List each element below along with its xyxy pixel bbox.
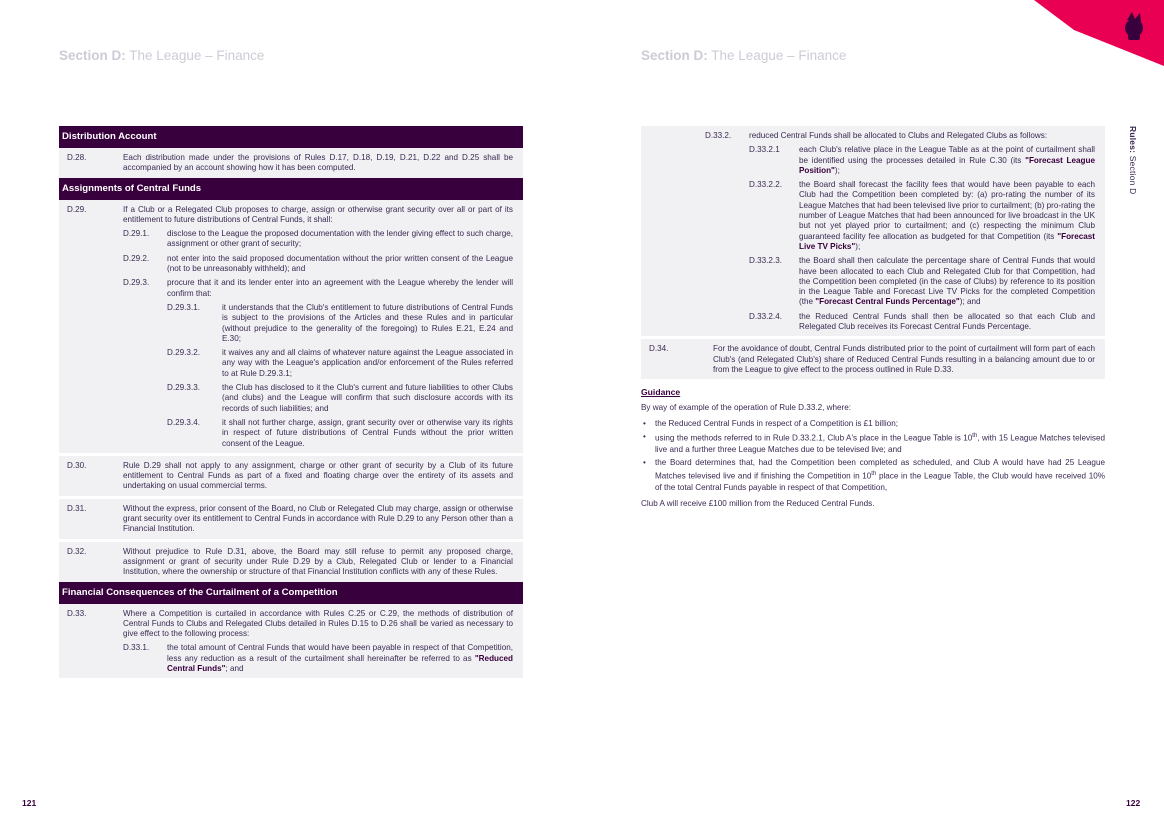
list-item: • the Reduced Central Funds in respect of a Competition is £1 billion; xyxy=(641,418,1105,429)
rule-d28: D.28. Each distribution made under the provisions of Rules D.17, D.18, D.19, D.21, D.22 and D.25 shall be accompanied by an account showing how it has been computed. xyxy=(67,153,513,173)
rule-d33-2-2: D.33.2.2. the Board shall forecast the facility fees that would have been payable to each Club had the Competition been completed by: (a) pro-rating the number of its League Matches that had been televised live prior to curtailment; (b) pro-rating the number of League Matches that had been announced for live broadcast in the UK but not yet played prior to curtailment; and (c) respecting the minimum Club guaranteed facility fee allocation as budgeted for that Competition (its "Forecast Live TV Picks"); xyxy=(749,180,1095,251)
rule-d29-3-3: D.29.3.3. the Club has disclosed to it the Club's current and future liabilities to other Clubs (and clubs) and the League will confirm that such disclosure accords with its records of such liabilities; and xyxy=(167,383,513,413)
rule-d29-2: D.29.2. not enter into the said proposed documentation without the prior written consent of the League (not to be unreasonably withheld); and xyxy=(123,253,513,274)
brand-corner-graphic xyxy=(1014,0,1164,70)
rule-d33-2-1: D.33.2.1 each Club's relative place in the League Table as at the point of curtailment shall be identified using the processes detailed in Rule C.30 (its "Forecast League Position"); xyxy=(749,145,1095,175)
guidance-intro: By way of example of the operation of Rule D.33.2, where: xyxy=(641,403,852,413)
guidance-outro: Club A will receive £100 million from the Reduced Central Funds. xyxy=(641,499,875,509)
guidance-list xyxy=(641,418,1105,494)
list-item: • using the methods referred to in Rule D.33.2.1, Club A's place in the League Table is 10th, with 15 League Matches televised live and a further three League Matches due to be televised live; and xyxy=(641,431,1105,456)
section-title-right: Section D: The League – Finance xyxy=(641,48,847,63)
list-item: • the Board determines that, had the Competition been completed as scheduled, and Club A would have had 25 League Matches televised live and if finishing the Competition in 10th place in the League Table, the Club would have received 10% of the total Central Funds payable in respect of that Competition, xyxy=(641,457,1105,493)
rule-d29-3-4: D.29.3.4. it shall not further charge, assign, grant security over or otherwise vary its rights in respect of future distributions of Central Funds without the prior written consent of the League. xyxy=(167,417,513,448)
rule-d29-1: D.29.1. disclose to the League the proposed documentation with the lender giving effect to such charge, assignment or other grant of security; xyxy=(123,229,513,249)
rule-d30: D.30. Rule D.29 shall not apply to any assignment, charge or other grant of security by a Club of its future entitlement to Central Funds as part of a fixed and floating charge over the entirety of its assets and undertaking on usual commercial terms. xyxy=(59,453,523,496)
rule-d32: D.32. Without prejudice to Rule D.31, above, the Board may still refuse to permit any proposed charge, assignment or grant of security under Rule D.29 by a Club, Relegated Club or lender to a Financial Institution, where the ownership or structure of that Financial Institution conflicts with any of these Rules. xyxy=(59,539,523,582)
rule-d33-2-4: D.33.2.4. the Reduced Central Funds shall then be allocated so that each Club and Relegated Club receives its Forecast Central Funds Percentage. xyxy=(749,311,1095,332)
page-number-left: 121 xyxy=(22,798,37,808)
section-heading: Assignments of Central Funds xyxy=(59,178,523,200)
rule-d33-1: D.33.1. the total amount of Central Funds that would have been payable in respect of that Competition, less any reduction as a result of the curtailment shall hereinafter be referred to as "Reduced Central Funds"; and xyxy=(123,643,513,673)
rule-d34: D.34. For the avoidance of doubt, Central Funds distributed prior to the point of curtailment will form part of each Club's (and Relegated Club's) share of Reduced Central Funds resulting in a balancing amount due to or from the League to give effect to the process outlined in Rule D.33. xyxy=(641,336,1105,379)
left-column xyxy=(59,126,523,678)
rule-d29-3-2: D.29.3.2. it waives any and all claims of whatever nature against the League associated in any way with the League's application and/or enforcement of the Rules referred to at Rule D.29.3.1; xyxy=(167,348,513,378)
page-number-right: 122 xyxy=(1126,798,1141,808)
rule-d31: D.31. Without the express, prior consent of the Board, no Club or Relegated Club may charge, assign or otherwise grant security over its entitlement to Central Funds in accordance with Rule D.29 to any Person other than a Financial Institution. xyxy=(59,496,523,539)
rule-d33-2-3: D.33.2.3. the Board shall then calculate the percentage share of Central Funds that would have been allocated to each Club and Relegated Club for that Competition, had the Competition been completed (in the case of Clubs) by reference to its position in the League Table and Forecast Live TV Picks for the completed Competition (the "Forecast Central Funds Percentage"); and xyxy=(749,256,1095,307)
rule-d33-2: D.33.2. reduced Central Funds shall be allocated to Clubs and Relegated Clubs as follows: D.33.2.1 each Club's relative place in the League Table as at the point of curtailment shall be identified using the processes detailed in Rule C.30 (its "Forecast League Position"); D.33.2.2. the Board shall forecast the facility fees that would have been payable to each Club had the Competition been completed by: (a) pro-rating the number of its League Matches that had been televised live prior to curtailment; (b) pro-rating the number of League Matches that had been announced for live broadcast in the UK but not yet played prior to curtailment; and (c) respecting the minimum Club guaranteed facility fee allocation as budgeted for that Competition (its "Forecast Live TV Picks"); D.33.2.3. the Board shall then calculate the percentage share of Central Funds that would have been allocated to each Club and Relegated Club for that Competition, had the Competition been completed (in the case of Clubs) by reference to its position in the League Table and Forecast Live TV Picks for the completed Competition (the "Forecast Central Funds Percentage"); and D.33.2.4. the Reduced Central Funds shall then be allocated so that each Club and Relegated Club receives its Forecast Central Funds Percentage. xyxy=(705,131,1095,332)
rule-d29: D.29. If a Club or a Relegated Club proposes to charge, assign or otherwise grant security over all or part of its entitlement to future distributions of Central Funds, it shall: D.29.1. disclose to the League the proposed documentation with the lender giving effect to such charge, assignment or other grant of security; D.29.2. not enter into the said proposed documentation without the prior written consent of the League (not to be unreasonably withheld); and D.29.3. procure that it and its lender enter into an agreement with the League whereby the lender will confirm that: D.29.3.1. it understands that the Club's entitlement to future distributions of Central Funds is subject to the provisions of the Articles and these Rules and in particular (without prejudice to the generality of the foregoing) to Rules E.21, E.24 and E.30; D.29.3.2. it waives any and all claims of whatever nature against the League associated in any way with the League's application and/or enforcement of the Rules referred to at Rule D.29.3.1; D.29.3.3. the Club has disclosed to it the Club's current and future liabilities to other Clubs (and clubs) and the League will confirm that such disclosure accords with its records of such liabilities; and D.29.3.4. it shall not further charge, assign, grant security over or otherwise vary its rights in respect of future distributions of Central Funds without the prior written consent of the League. xyxy=(67,204,513,448)
right-column xyxy=(641,126,1105,510)
side-section-label: Rules: Section D xyxy=(1128,126,1138,195)
rule-d33: D.33. Where a Competition is curtailed in accordance with Rules C.25 or C.29, the methods of distribution of Central Funds to Clubs and Relegated Clubs detailed in Rules D.15 to D.26 shall be varied as necessary to give effect to the following process: D.33.1. the total amount of Central Funds that would have been payable in respect of that Competition, less any reduction as a result of the curtailment shall hereinafter be referred to as "Reduced Central Funds"; and xyxy=(67,608,513,673)
section-heading: Distribution Account xyxy=(59,126,523,148)
section-title-left: Section D: The League – Finance xyxy=(59,48,265,63)
guidance-heading: Guidance xyxy=(641,387,681,398)
section-heading: Financial Consequences of the Curtailment of a Competition xyxy=(59,582,523,604)
rule-d29-3-1: D.29.3.1. it understands that the Club's entitlement to future distributions of Central Funds is subject to the provisions of the Articles and these Rules and in particular (without prejudice to the generality of the foregoing) to Rules E.21, E.24 and E.30; xyxy=(167,302,513,343)
rule-d29-3: D.29.3. procure that it and its lender enter into an agreement with the League whereby the lender will confirm that: D.29.3.1. it understands that the Club's entitlement to future distributions of Central Funds is subject to the provisions of the Articles and these Rules and in particular (without prejudice to the generality of the foregoing) to Rules E.21, E.24 and E.30; D.29.3.2. it waives any and all claims of whatever nature against the League associated in any way with the League's application and/or enforcement of the Rules referred to at Rule D.29.3.1; D.29.3.3. the Club has disclosed to it the Club's current and future liabilities to other Clubs (and clubs) and the League will confirm that such disclosure accords with its records of such liabilities; and D.29.3.4. it shall not further charge, assign, grant security over or otherwise vary its rights in respect of future distributions of Central Funds without the prior written consent of the League. xyxy=(123,278,513,448)
